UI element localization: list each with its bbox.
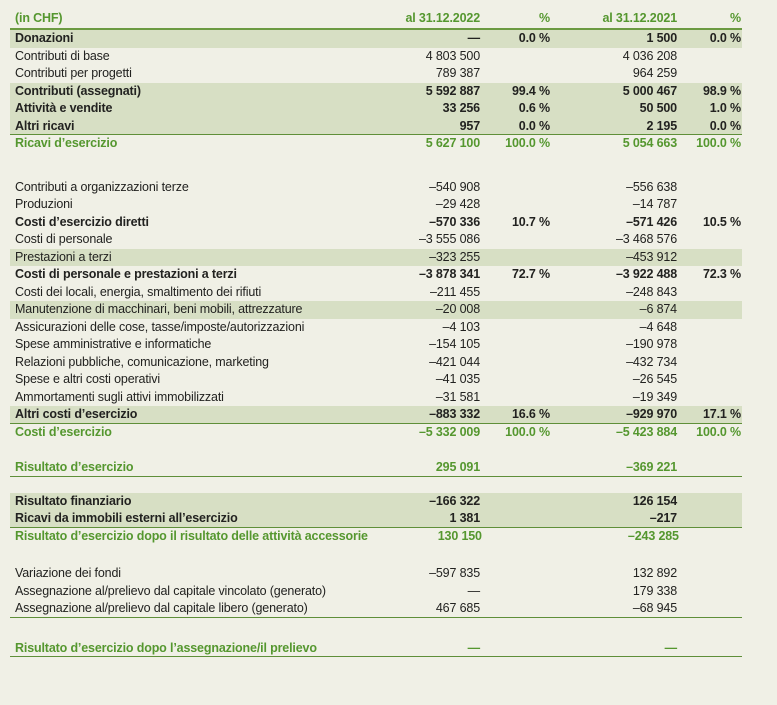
table-header-row [10, 8, 742, 30]
pct-2021 [677, 336, 741, 354]
value-2021: –571 426 [626, 214, 677, 229]
row-label: Relazioni pubbliche, comunicazione, marketing [15, 354, 269, 369]
pct-2022: 72.7 % [511, 267, 550, 281]
table-row [10, 83, 742, 101]
pct-2021 [677, 389, 741, 407]
pct-2021 [677, 284, 741, 302]
value-2021: 964 259 [632, 66, 677, 80]
table-row [10, 118, 742, 136]
row-label: Risultato d’esercizio dopo il risultato delle attività accessorie [15, 528, 368, 543]
value-2021: 5 000 467 [622, 83, 677, 98]
value-2021: –369 221 [626, 460, 677, 474]
pct-2022 [480, 354, 550, 372]
value-2021: 132 892 [632, 566, 677, 580]
row-label: Altri ricavi [15, 118, 75, 133]
pct-2022 [480, 600, 550, 617]
pct-2022 [480, 284, 550, 302]
header-unit-label: (in CHF) [15, 11, 63, 25]
table-row [10, 48, 742, 66]
row-label: Manutenzione di macchinari, beni mobili, attrezzature [15, 302, 303, 316]
row-label: Risultato d’esercizio dopo l’assegnazione/il prelievo [15, 640, 317, 655]
row-label: Ammortamenti sugli attivi immobilizzati [15, 389, 224, 404]
row-label: Risultato finanziario [15, 493, 132, 508]
value-2021: 126 154 [632, 493, 677, 508]
table-row [10, 284, 742, 302]
value-2022: –323 255 [429, 249, 480, 264]
row-label: Assicurazioni delle cose, tasse/imposte/autorizzazioni [15, 319, 305, 334]
pct-2022 [480, 459, 550, 476]
value-2021: –19 349 [632, 389, 677, 404]
pct-2021 [677, 196, 741, 214]
value-2021: — [664, 640, 677, 655]
row-label: Assegnazione al/prelievo dal capitale libero (generato) [15, 601, 308, 615]
pct-2021: 0.0 % [709, 31, 741, 45]
table-row [10, 30, 742, 48]
pct-2021: 0.0 % [709, 118, 741, 133]
value-2022: –41 035 [435, 372, 480, 386]
pct-2022 [480, 510, 550, 527]
value-2022: — [467, 583, 480, 598]
table-row [10, 179, 742, 197]
pct-2022 [480, 65, 550, 83]
table-row [10, 640, 742, 658]
header-col-pct-2022: % [539, 11, 550, 25]
table-row [10, 301, 742, 319]
pct-2022 [480, 371, 550, 389]
pct-2022 [480, 583, 550, 601]
table-row [10, 406, 742, 424]
row-label: Costi di personale [15, 232, 113, 246]
pct-2022: 10.7 % [511, 214, 550, 229]
value-2022: –31 581 [435, 389, 480, 404]
pct-2022 [480, 48, 550, 66]
pct-2022 [480, 565, 550, 583]
row-label: Assegnazione al/prelievo dal capitale vincolato (generato) [15, 583, 326, 598]
pct-2021 [677, 48, 741, 66]
row-label: Produzioni [15, 197, 73, 211]
pct-2022 [480, 319, 550, 337]
row-label: Costi dei locali, energia, smaltimento dei rifiuti [15, 284, 262, 299]
table-row [10, 231, 742, 249]
pct-2021 [677, 231, 741, 249]
pct-2022 [482, 528, 552, 546]
row-label: Costi d’esercizio diretti [15, 214, 149, 229]
row-label: Risultato d’esercizio [15, 460, 134, 474]
value-2022: –4 103 [442, 319, 480, 334]
pct-2022: 0.0 % [518, 31, 550, 45]
pct-2021: 17.1 % [702, 407, 741, 421]
value-2022: –597 835 [429, 566, 480, 580]
value-2022: 5 592 887 [425, 83, 480, 98]
row-label: Spese amministrative e informatiche [15, 337, 212, 351]
value-2021: –26 545 [632, 372, 677, 386]
pct-2021 [677, 319, 741, 337]
value-2022: –540 908 [429, 179, 480, 194]
pct-2021 [679, 528, 743, 546]
pct-2021 [677, 459, 741, 476]
pct-2022 [480, 301, 550, 319]
table-row [10, 371, 742, 389]
pct-2021 [677, 65, 741, 83]
value-2021: –5 423 884 [615, 424, 677, 439]
value-2022: — [467, 640, 480, 655]
pct-2021: 72.3 % [702, 267, 741, 281]
value-2021: –14 787 [632, 197, 677, 211]
table-row [10, 65, 742, 83]
row-label: Donazioni [15, 31, 74, 45]
value-2021: –556 638 [626, 179, 677, 194]
value-2022: 789 387 [435, 66, 480, 80]
table-row [10, 583, 742, 601]
value-2022: –29 428 [435, 197, 480, 211]
table-row [10, 565, 742, 583]
value-2022: –166 322 [429, 493, 480, 508]
value-2022: 33 256 [442, 101, 480, 115]
pct-2022 [480, 231, 550, 249]
value-2021: –3 922 488 [615, 267, 677, 281]
value-2021: 50 500 [639, 101, 677, 115]
pct-2022: 0.6 % [518, 101, 550, 115]
value-2021: –248 843 [626, 284, 677, 299]
financial-statement-table [10, 0, 742, 657]
table-row [10, 600, 742, 618]
table-row [10, 100, 742, 118]
pct-2021 [677, 510, 741, 527]
value-2021: –3 468 576 [615, 232, 677, 246]
header-col-pct-2021: % [730, 11, 741, 25]
table-row [10, 424, 742, 442]
pct-2021 [677, 600, 741, 617]
row-label: Spese e altri costi operativi [15, 372, 161, 386]
value-2021: 4 036 208 [622, 48, 677, 63]
pct-2021 [677, 249, 741, 267]
pct-2021 [677, 493, 741, 511]
value-2021: –68 945 [632, 601, 677, 615]
pct-2022: 99.4 % [511, 83, 550, 98]
table-row [10, 249, 742, 267]
row-label: Contributi (assegnati) [15, 83, 141, 98]
row-label: Prestazioni a terzi [15, 249, 112, 264]
table-row [10, 135, 742, 153]
value-2021: 179 338 [632, 583, 677, 598]
table-row [10, 319, 742, 337]
pct-2022 [480, 389, 550, 407]
value-2022: –154 105 [429, 337, 480, 351]
table-row [10, 510, 742, 528]
value-2021: –453 912 [626, 249, 677, 264]
value-2022: –570 336 [429, 214, 480, 229]
value-2022: 295 091 [435, 460, 480, 474]
row-label: Contributi di base [15, 48, 110, 63]
value-2022: –211 455 [429, 284, 480, 299]
pct-2022 [480, 249, 550, 267]
pct-2021: 1.0 % [709, 101, 741, 115]
row-label: Attività e vendite [15, 101, 113, 115]
value-2022: 4 803 500 [425, 48, 480, 63]
value-2021: –190 978 [626, 337, 677, 351]
pct-2022: 100.0 % [505, 424, 550, 439]
table-row [10, 354, 742, 372]
pct-2021 [677, 583, 741, 601]
value-2022: –20 008 [435, 302, 480, 316]
pct-2021 [677, 354, 741, 372]
pct-2021: 100.0 % [696, 136, 741, 150]
value-2022: –5 332 009 [418, 424, 480, 439]
pct-2021: 98.9 % [702, 83, 741, 98]
row-label: Altri costi d’esercizio [15, 407, 138, 421]
pct-2021 [677, 179, 741, 197]
value-2022: –421 044 [429, 354, 480, 369]
value-2022: 957 [459, 118, 480, 133]
pct-2022 [480, 493, 550, 511]
pct-2021: 10.5 % [702, 214, 741, 229]
pct-2022: 100.0 % [505, 136, 550, 150]
value-2021: –6 874 [639, 302, 677, 316]
table-row [10, 493, 742, 511]
value-2022: 5 627 100 [425, 136, 480, 150]
value-2022: –3 878 341 [418, 267, 480, 281]
value-2022: –883 332 [429, 407, 480, 421]
pct-2022: 0.0 % [518, 118, 550, 133]
row-label: Ricavi d’esercizio [15, 136, 118, 150]
table-row [10, 196, 742, 214]
table-body [10, 30, 742, 657]
table-row [10, 389, 742, 407]
value-2022: –3 555 086 [418, 232, 480, 246]
table-row [10, 266, 742, 284]
value-2021: 1 500 [646, 31, 677, 45]
pct-2022 [480, 336, 550, 354]
pct-2021: 100.0 % [696, 424, 741, 439]
row-label: Costi d’esercizio [15, 424, 112, 439]
pct-2022 [480, 196, 550, 214]
value-2021: –243 285 [627, 528, 679, 543]
pct-2021 [677, 371, 741, 389]
value-2022: 467 685 [435, 601, 480, 615]
table-row [10, 336, 742, 354]
value-2021: –432 734 [626, 354, 677, 369]
value-2021: –217 [649, 511, 677, 525]
row-label: Costi di personale e prestazioni a terzi [15, 267, 237, 281]
table-row [10, 528, 742, 546]
header-col-2022: al 31.12.2022 [405, 11, 480, 25]
header-col-2021: al 31.12.2021 [602, 11, 677, 25]
pct-2021 [677, 301, 741, 319]
value-2022: 130 150 [437, 528, 482, 543]
value-2022: — [467, 31, 480, 45]
pct-2022 [480, 640, 550, 657]
value-2021: 5 054 663 [622, 136, 677, 150]
row-label: Contributi a organizzazioni terze [15, 179, 189, 194]
table-row [10, 214, 742, 232]
value-2021: –4 648 [639, 319, 677, 334]
pct-2021 [677, 640, 741, 657]
table-row [10, 459, 742, 477]
pct-2021 [677, 565, 741, 583]
value-2021: –929 970 [626, 407, 677, 421]
value-2022: 1 381 [449, 511, 480, 525]
value-2021: 2 195 [646, 118, 677, 133]
row-label: Ricavi da immobili esterni all’esercizio [15, 511, 238, 525]
pct-2022 [480, 179, 550, 197]
pct-2022: 16.6 % [511, 407, 550, 421]
row-label: Contributi per progetti [15, 66, 132, 80]
row-label: Variazione dei fondi [15, 566, 121, 580]
